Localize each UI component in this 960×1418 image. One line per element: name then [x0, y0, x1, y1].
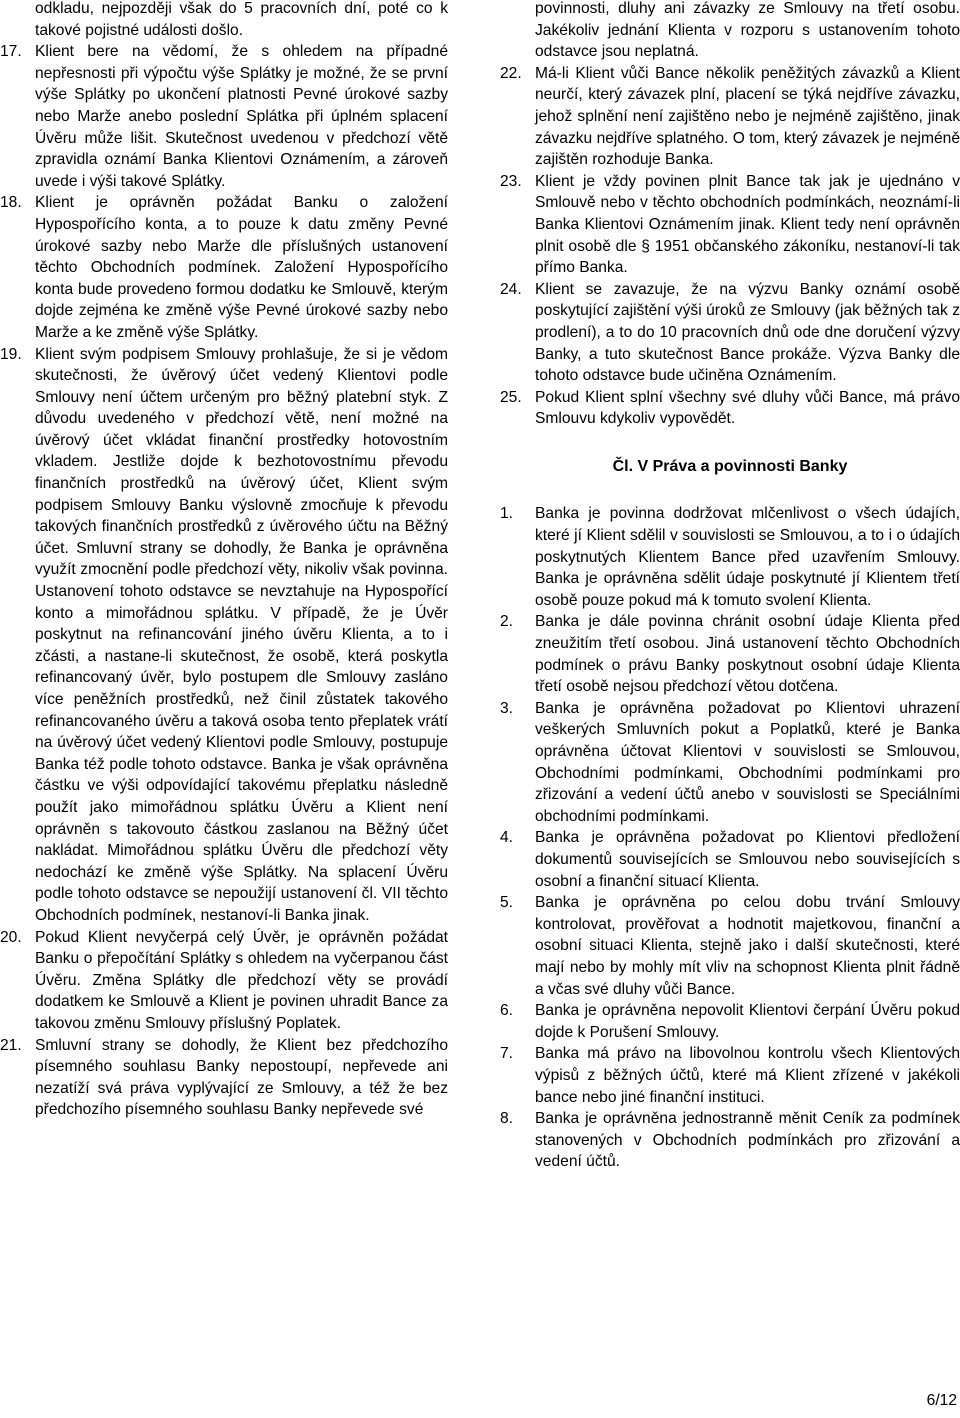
item-text: Pokud Klient splní všechny své dluhy vůči Bance, má právo Smlouvu kdykoliv vypovědět. [535, 388, 960, 428]
list-item [500, 279, 960, 387]
item-text: Banka je oprávněna požadovat po Klientovi uhrazení veškerých Smluvních pokut a Poplatků, které je Banka oprávněna účtovat Klientovi v souvislosti se Smlouvou, Obchodními podmínkami, Obchodními podmínkami pro zřizování a vedení účtů anebo v souvislosti se Speciálními obchodními podmínkami. [535, 699, 960, 825]
item-text: Klient je vždy povinen plnit Bance tak jak je ujednáno v Smlouvě nebo v těchto obchodních podmínkách, neoznámí-li Banka Klientovi Oznámením jinak. Klient tedy není oprávněn plnit osobě dle § 1951 občanského zákoníku, nestanoví-li tak přímo Banka. [535, 172, 960, 277]
item-text: Smluvní strany se dohodly, že Klient bez předchozího písemného souhlasu Banky nepostoupí, nepřevede ani nezatíží svá práva vyplývající ze Smlouvy, a též že bez předchozího písemného souhlasu Banky nepřevede své [35, 1036, 448, 1119]
list-item [500, 63, 960, 171]
list-item [500, 1000, 960, 1043]
list-item [0, 41, 448, 192]
list-item [500, 698, 960, 828]
item-text: Klient svým podpisem Smlouvy prohlašuje, že si je vědom skutečnosti, že úvěrový účet vedený Klientovi podle Smlouvy není účtem určeným pro běžný platební styk. Z důvodu uvedeného v předchozí větě, není možné na úvěrový účet vkládat finanční prostředky hotovostním vkladem. Jestliže dojde k bezhotovostnímu převodu finančních prostředků na úvěrový účet, Klient svým podpisem Smlouvy Banku výslovně zmocňuje k převodu takových finančních prostředků z úvěrového účtu na Běžný účet. Smluvní strany se dohodly, že Banka je oprávněna využít zmocnění podle předchozí věty, nikoliv však povinna. Ustanovení tohoto odstavce se nevztahuje na Hypospořící konto a mimořádnou splátku. V případě, že je Úvěr poskytnut na refinancování jiného úvěru Klienta, a to i zčásti, a nastane-li skutečnost, že osobě, která poskytla refinancovaný úvěr, bylo postupem dle Smlouvy zasláno více peněžních prostředků, než činil zůstatek takového refinancovaného úvěru a taková osoba tento přeplatek vrátí na úvěrový účet vedený Klientovi podle Smlouvy, postupuje Banka též podle tohoto odstavce. Banka je však oprávněna částku ve výši odpovídající takovému přeplatku následně použít jako mimořádnou splátku Úvěru a Klient není oprávněn s takovouto částkou zaslanou na Běžný účet nakládat. Mimořádnou splátku Úvěru dle předchozí věty nedochází ke změně výše Splátky. Na splacení Úvěru podle tohoto odstavce se nepoužijí ustanovení čl. VII těchto Obchodních podmínek, nestanoví-li Banka jinak. [35, 345, 448, 924]
item-text: Banka má právo na libovolnou kontrolu všech Klientových výpisů z běžných účtů, které má Klient zřízené v jakékoli bance nebo jiné finanční instituci. [535, 1045, 960, 1106]
list-item [0, 927, 448, 1035]
item-text: Klient bere na vědomí, že s ohledem na případné nepřesnosti při výpočtu výše Splátky je možné, že se první výše Splátky po ukončení platnosti Pevné úrokové sazby nebo Marže anebo poslední Splátka při úplném splacení Úvěru může lišit. Skutečnost uvedenou v předchozí větě zpravidla oznámí Banka Klientovi Oznámením, a zároveň uvede i výši takové Splátky. [35, 43, 448, 190]
item-number: 5. [500, 894, 514, 912]
right-column [500, 0, 960, 1173]
item-number: 23. [500, 172, 522, 190]
list-item [500, 171, 960, 279]
list-item [500, 892, 960, 1000]
item-text: Banka je oprávněna po celou dobu trvání Smlouvy kontrolovat, prověřovat a hodnotit majetkovou, finanční a osobní situaci Klienta, stejně jako i další skutečnosti, které mají nebo by mohly mít vliv na schopnost Klienta plnit řádně a včas své dluhy vůči Bance. [535, 894, 960, 998]
item-number: 20. [0, 928, 22, 946]
item-number: 24. [500, 280, 522, 298]
item-text: Klient se zavazuje, že na výzvu Banky oznámí osobě poskytující zajištění výši úroků ze Smlouvy (jak běžných tak z prodlení), a to do 10 pracovních dnů ode dne doručení výzvy Banky, a tuto skutečnost Bance prokáže. Výzva Banky dle tohoto odstavce bude učiněna Oznámením. [535, 280, 960, 385]
item-number: 18. [0, 194, 22, 212]
item-text: Má-li Klient vůči Bance několik peněžitých závazků a Klient neurčí, který závazek plní, placení se týká nejdříve závazku, jehož splnění není zajištěno nebo je nejméně zajištěno, jinak závazku nejdříve splatného. O tom, který závazek je nejméně zajištěn rozhoduje Banka. [535, 64, 960, 169]
item-number: 3. [500, 699, 514, 717]
item-number: 17. [0, 43, 22, 61]
item-number: 6. [500, 1002, 514, 1020]
item-number: 21. [0, 1036, 22, 1054]
item-number: 2. [500, 613, 514, 631]
list-item [0, 344, 448, 927]
list-item [500, 503, 960, 611]
continuation-text: povinnosti, dluhy ani závazky ze Smlouvy na třetí osobu. Jakékoliv jednání Klienta v rozporu s ustanovením tohoto odstavce jsou neplatná. [535, 0, 960, 61]
item-number: 1. [500, 505, 514, 523]
page-number: 6/12 [926, 1392, 957, 1409]
list-item [500, 1043, 960, 1108]
item-number: 8. [500, 1110, 514, 1128]
list-item [500, 1108, 960, 1173]
item-text: Banka je oprávněna požadovat po Klientovi předložení dokumentů souvisejících se Smlouvou nebo souvisejících s osobní a finanční situací Klienta. [535, 829, 960, 890]
item-text: Banka je dále povinna chránit osobní údaje Klienta před zneužitím třetí osobou. Jiná ustanovení těchto Obchodních podmínek o právu Banky poskytnout osobní údaje Klienta třetí osobě nejsou předchozí větou dotčena. [535, 613, 960, 696]
list-item [500, 387, 960, 430]
list-item [500, 611, 960, 697]
item-text: Klient je oprávněn požádat Banku o založení Hypospořícího konta, a to pouze k datu změny Pevné úrokové sazby nebo Marže dle příslušných ustanovení těchto Obchodních podmínek. Založení Hypospořícího konta bude provedeno formou dodatku ke Smlouvě, kterým dojde zejména ke změně výše Pevné úrokové sazby nebo Marže a ke změně výše Splátky. [35, 194, 448, 341]
section-heading: Čl. V Práva a povinnosti Banky [612, 457, 848, 475]
item-text: Banka je oprávněna jednostranně měnit Ceník za podmínek stanovených v Obchodních podmínkách pro zřizování a vedení účtů. [535, 1110, 960, 1171]
item-number: 25. [500, 388, 522, 406]
item-text: Pokud Klient nevyčerpá celý Úvěr, je oprávněn požádat Banku o přepočítání Splátky s ohledem na vyčerpanou část Úvěru. Změna Splátky dle předchozí věty se provádí dodatkem ke Smlouvě a Klient je povinen uhradit Bance za takovou změnu Smlouvy příslušný Poplatek. [35, 928, 448, 1032]
list-item [0, 192, 448, 343]
left-column [0, 0, 448, 1121]
item-text: Banka je oprávněna nepovolit Klientovi čerpání Úvěru pokud dojde k Porušení Smlouvy. [535, 1002, 960, 1041]
item-number: 19. [0, 345, 22, 363]
item-number: 22. [500, 64, 522, 82]
list-item [0, 1035, 448, 1121]
list-item [500, 827, 960, 892]
item-text: Banka je povinna dodržovat mlčenlivost o všech údajích, které jí Klient sdělil v souvislosti se Smlouvou, a to i o údajích poskytnutých Klientem Bance před uzavřením Smlouvy. Banka je oprávněna sdělit údaje poskytnuté jí Klientem třetí osobě pouze pokud má k tomuto svolení Klienta. [535, 505, 960, 609]
item-number: 7. [500, 1045, 514, 1063]
continuation-text: odkladu, nejpozději však do 5 pracovních dní, poté co k takové pojistné události došlo. [35, 0, 448, 39]
item-number: 4. [500, 829, 514, 847]
